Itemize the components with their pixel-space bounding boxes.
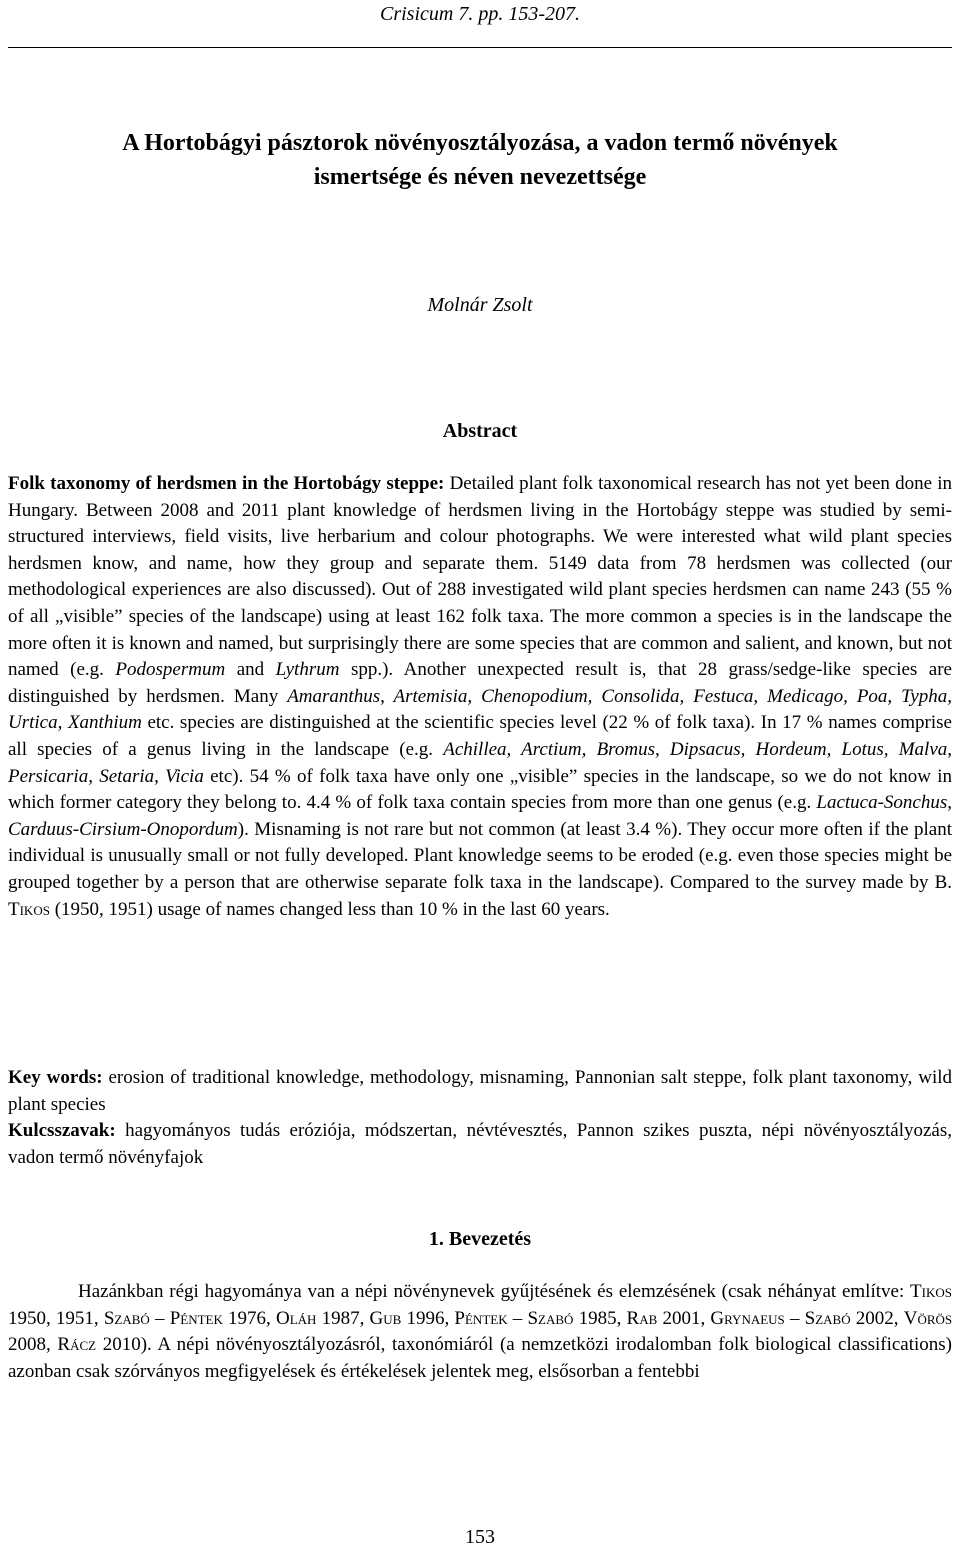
intro-text: 1950, 1951, bbox=[8, 1307, 104, 1329]
taxon-list: Amaranthus, Artemisia, Chenopodium, Consolida, Festuca, Medicago, Poa, Typha, Urtica, Xanthium bbox=[8, 685, 952, 734]
taxon-list: Achillea, Arctium, Bromus, Dipsacus, Hordeum, Lotus, Malva, Persicaria, Setaria, Vicia bbox=[8, 738, 953, 787]
cited-author: Vörös bbox=[903, 1307, 953, 1329]
cited-author: Oláh bbox=[275, 1307, 317, 1329]
abstract-paragraph bbox=[8, 471, 952, 923]
abstract-lead: Folk taxonomy of herdsmen in the Hortobágy steppe: bbox=[8, 473, 445, 494]
abstract-text: etc. species are distinguished at the scientific species level (22 % of folk taxa). In 17 % names comprise all species of a genus living in the landscape (e.g. bbox=[8, 712, 952, 760]
intro-text: 2002, bbox=[850, 1307, 904, 1329]
intro-text: 1987, bbox=[316, 1307, 370, 1329]
abstract-text: spp.). Another unexpected result is, that 28 grass/sedge-like species are distinguished by herdsmen. Many bbox=[8, 659, 952, 707]
keywords-hu-text: hagyományos tudás eróziója, módszertan, névtévesztés, Pannon szikes puszta, népi növényosztályozás, vadon termő növényfajok bbox=[8, 1120, 952, 1168]
cited-author: Szabó bbox=[527, 1307, 574, 1329]
intro-text: – bbox=[149, 1307, 170, 1329]
title-line-1: A Hortobágyi pásztorok növényosztályozása, a vadon termő növények bbox=[122, 130, 838, 156]
intro-text: 2001, bbox=[657, 1307, 711, 1329]
abstract-text: ). Misnaming is not rare but not common (at least 3.4 %). They occur more often if the plant individual is unusually small or not fully developed. Plant knowledge seems to be eroded (e.g. even those species might be grouped together by a person that are otherwise separate folk taxa in the landscape). Compared to the survey made by B. bbox=[8, 818, 952, 893]
cited-author: Szabó bbox=[103, 1307, 150, 1329]
cited-author: Szabó bbox=[804, 1307, 851, 1329]
header-rule bbox=[8, 47, 952, 48]
taxon-list: Lactuca-Sonchus, Carduus-Cirsium-Onopordum bbox=[8, 792, 952, 840]
title-line-2: ismertsége és néven nevezettsége bbox=[313, 164, 647, 190]
running-head: Crisicum 7. pp. 153-207. bbox=[380, 3, 580, 25]
intro-text: – bbox=[507, 1307, 528, 1329]
section-heading: 1. Bevezetés bbox=[428, 1228, 532, 1250]
page-number: 153 bbox=[465, 1526, 495, 1548]
intro-text: 2010). A népi növényosztályozásról, taxonómiáról (a nemzetközi irodalomban folk biological classifications) azonban csak szórványos megfigyelések és értékelések jelentek meg, elsősorban a fentebbi bbox=[8, 1334, 953, 1382]
abstract-text: (1950, 1951) usage of names changed less than 10 % in the last 60 years. bbox=[49, 898, 610, 920]
intro-paragraph bbox=[8, 1279, 952, 1385]
cited-author: Péntek bbox=[169, 1307, 223, 1329]
cited-author: Gub bbox=[369, 1307, 402, 1329]
abstract-text: and bbox=[225, 659, 276, 681]
taxon-name: Lythrum bbox=[275, 659, 340, 681]
cited-author: Rab bbox=[626, 1307, 658, 1329]
abstract-heading: Abstract bbox=[442, 420, 518, 442]
cited-author: Tikos bbox=[8, 898, 50, 920]
intro-text: 1976, bbox=[222, 1307, 276, 1329]
keywords-en bbox=[8, 1065, 952, 1118]
abstract-text: Detailed plant folk taxonomical research has not yet been done in Hungary. Between 2008 and 2011 plant knowledge of herdsmen living in the Hortobágy steppe was studied by semi-structured interviews, field visits, live herbarium and colour photographs. We were interested what wild plant species herdsmen know, and name, how they group and separate them. 5149 data from 78 herdsmen was collected (our methodological experiences are also discussed). Out of 288 investigated wild plant species herdsmen can name 243 (55 % of all „visible” species of the landscape) using at least 162 folk taxa. The more common a species is in the landscape the more often it is known and named, but surprisingly there are some species that are common and salient, and known, but not named (e.g. bbox=[8, 473, 952, 681]
keywords-en-label: Key words: bbox=[8, 1067, 103, 1088]
author-name: Molnár Zsolt bbox=[427, 294, 533, 316]
intro-text: 1996, bbox=[401, 1307, 455, 1329]
keywords-hu bbox=[8, 1118, 952, 1171]
intro-text: – bbox=[784, 1307, 805, 1329]
intro-text: 1985, bbox=[573, 1307, 627, 1329]
abstract-text: etc). 54 % of folk taxa have only one „visible” species in the landscape, so we do not know in which former category they belong to. 4.4 % of folk taxa contain species from more than one genus (e.g. bbox=[8, 765, 952, 814]
intro-text: Hazánkban régi hagyománya van a népi növénynevek gyűjtésének és elemzésének (csak néhányat említve: bbox=[78, 1281, 911, 1302]
cited-author: Rácz bbox=[57, 1334, 97, 1356]
keywords-hu-label: Kulcsszavak: bbox=[8, 1120, 116, 1142]
intro-text: 2008, bbox=[8, 1334, 58, 1356]
keywords-block bbox=[8, 1065, 952, 1171]
cited-author: Grynaeus bbox=[710, 1307, 785, 1329]
article-title bbox=[0, 126, 960, 194]
cited-author: Tikos bbox=[910, 1281, 952, 1302]
taxon-name: Podospermum bbox=[115, 659, 226, 681]
cited-author: Péntek bbox=[454, 1307, 508, 1329]
keywords-en-text: erosion of traditional knowledge, methodology, misnaming, Pannonian salt steppe, folk plant taxonomy, wild plant species bbox=[8, 1067, 952, 1115]
